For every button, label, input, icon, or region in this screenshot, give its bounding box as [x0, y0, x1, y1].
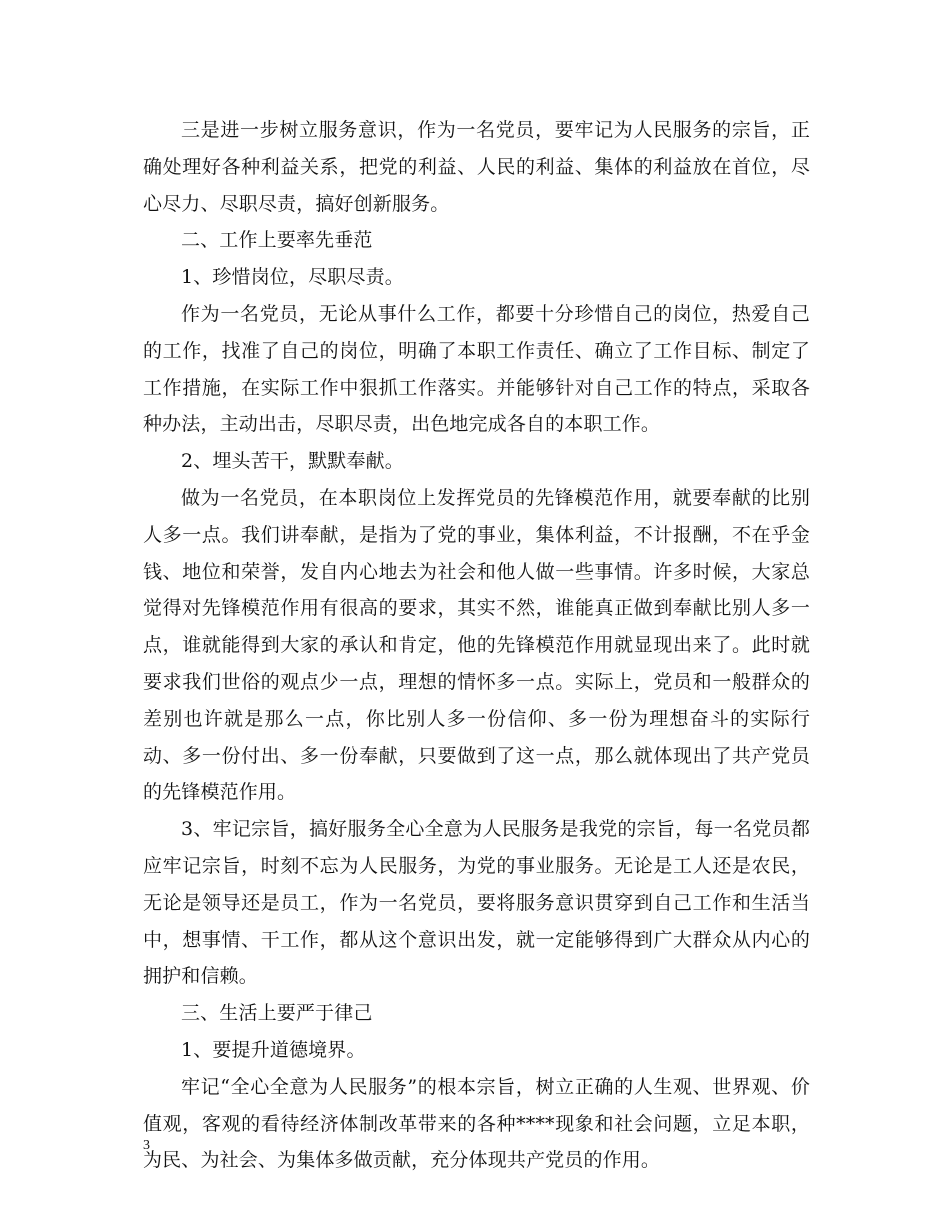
- paragraph-moral-realm: 牢记“全心全意为人民服务”的根本宗旨，树立正确的人生观、世界观、价值观，客观的看待经济体制改革带来的各种****现象和社会问题，立足本职，为民、为社会、为集体多做贡献，充分体现共产党员的作用。: [143, 1075, 810, 1172]
- subheading-moral-realm: 1、要提升道德境界。: [181, 1038, 366, 1061]
- heading-work-lead-by-example: 二、工作上要率先垂范: [181, 229, 373, 252]
- page-number: 3: [143, 1138, 150, 1153]
- heading-self-discipline: 三、生活上要严于律己: [181, 1002, 373, 1025]
- paragraph-service-awareness: 三是进一步树立服务意识，作为一名党员，要牢记为人民服务的宗旨，正确处理好各种利益关系，把党的利益、人民的利益、集体的利益放在首位，尽心尽力、尽职尽责，搞好创新服务。: [143, 119, 810, 215]
- subheading-work-hard: 2、埋头苦干，默默奉献。: [181, 450, 404, 473]
- document-body: [143, 112, 810, 1179]
- paragraph-cherish-post: 作为一名党员，无论从事什么工作，都要十分珍惜自己的岗位，热爱自己的工作，找准了自己的岗位，明确了本职工作责任、确立了工作目标、制定了工作措施，在实际工作中狠抓工作落实。并能够针对自己工作的特点，采取各种办法，主动出击，尽职尽责，出色地完成各自的本职工作。: [143, 302, 810, 436]
- paragraph-remember-purpose: 3、牢记宗旨，搞好服务全心全意为人民服务是我党的宗旨，每一名党员都应牢记宗旨，时刻不忘为人民服务，为党的事业服务。无论是工人还是农民，无论是领导还是员工，作为一名党员，要将服务意识贯穿到自己工作和生活当中，想事情、干工作，都从这个意识出发，就一定能够得到广大群众从内心的拥护和信赖。: [143, 818, 810, 988]
- subheading-cherish-post: 1、珍惜岗位，尽职尽责。: [181, 266, 404, 289]
- paragraph-dedication: 做为一名党员，在本职岗位上发挥党员的先锋模范作用，就要奉献的比别人多一点。我们讲奉献，是指为了党的事业，集体利益，不计报酬，不在乎金钱、地位和荣誉，发自内心地去为社会和他人做一些事情。许多时候，大家总觉得对先锋模范作用有很高的要求，其实不然，谁能真正做到奉献比别人多一点，谁就能得到大家的承认和肯定，他的先锋模范作用就显现出来了。此时就要求我们世俗的观点少一点，理想的情怀多一点。实际上，党员和一般群众的差别也许就是那么一点，你比别人多一份信仰、多一份为理想奋斗的实际行动、多一份付出、多一份奉献，只要做到了这一点，那么就体现出了共产党员的先锋模范作用。: [143, 486, 810, 804]
